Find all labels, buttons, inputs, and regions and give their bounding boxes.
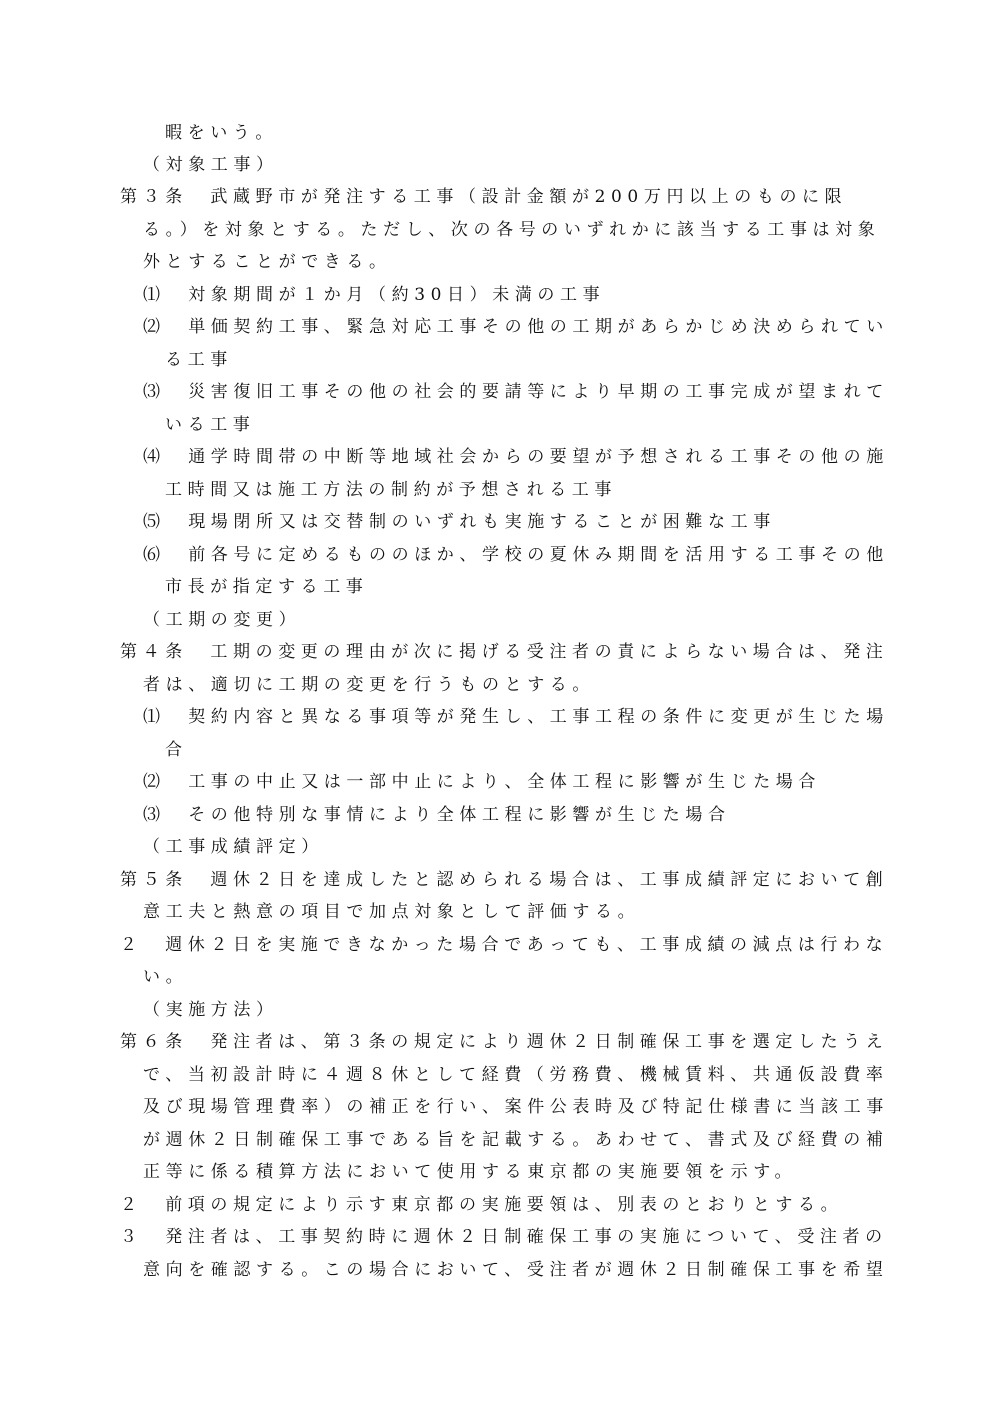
text-line: 暇をいう。: [165, 123, 278, 143]
section-heading: （対象工事）: [143, 155, 279, 175]
text-line: で、当初設計時に４週８休として経費（労務費、機械賃料、共通仮設費率: [143, 1065, 889, 1085]
list-item: ⑵ 工事の中止又は一部中止により、全体工程に影響が生じた場合: [143, 772, 821, 792]
text-line: い。: [143, 967, 189, 987]
text-line: が週休２日制確保工事である旨を記載する。あわせて、書式及び経費の補: [143, 1130, 889, 1150]
section-heading: （工期の変更）: [143, 610, 302, 630]
text-line: 市長が指定する工事: [165, 577, 369, 597]
article-4-line: 第４条 工期の変更の理由が次に掲げる受注者の責によらない場合は、発注: [120, 642, 889, 662]
list-item: ⑶ 災害復旧工事その他の社会的要請等により早期の工事完成が望まれて: [143, 382, 889, 402]
list-item: ⑷ 通学時間帯の中断等地域社会からの要望が予想される工事その他の施: [143, 447, 889, 467]
text-line: いる工事: [165, 415, 256, 435]
paragraph-line: ２ 前項の規定により示す東京都の実施要領は、別表のとおりとする。: [120, 1195, 844, 1215]
article-5-line: 第５条 週休２日を達成したと認められる場合は、工事成績評定において創: [120, 870, 889, 890]
text-line: る工事: [165, 350, 233, 370]
section-heading: （工事成績評定）: [143, 837, 324, 857]
section-heading: （実施方法）: [143, 1000, 279, 1020]
text-line: 工時間又は施工方法の制約が予想される工事: [165, 480, 617, 500]
text-line: 意工夫と熱意の項目で加点対象として評価する。: [143, 902, 641, 922]
list-item: ⑴ 対象期間が１か月（約30日）未満の工事: [143, 285, 606, 305]
text-line: 正等に係る積算方法において使用する東京都の実施要領を示す。: [143, 1162, 798, 1182]
list-item: ⑸ 現場閉所又は交替制のいずれも実施することが困難な工事: [143, 512, 776, 532]
list-item: ⑵ 単価契約工事、緊急対応工事その他の工期があらかじめ決められてい: [143, 317, 889, 337]
list-item: ⑶ その他特別な事情により全体工程に影響が生じた場合: [143, 805, 731, 825]
text-line: 者は、適切に工期の変更を行うものとする。: [143, 675, 595, 695]
text-line: 意向を確認する。この場合において、受注者が週休２日制確保工事を希望: [143, 1260, 889, 1280]
text-line: 合: [165, 740, 188, 760]
paragraph-line: ３ 発注者は、工事契約時に週休２日制確保工事の実施について、受注者の: [120, 1227, 888, 1247]
paragraph-line: ２ 週休２日を実施できなかった場合であっても、工事成績の減点は行わな: [120, 935, 889, 955]
article-6-line: 第６条 発注者は、第３条の規定により週休２日制確保工事を選定したうえ: [120, 1032, 889, 1052]
text-line: 及び現場管理費率）の補正を行い、案件公表時及び特記仕様書に当該工事: [143, 1097, 889, 1117]
text-line: る。）を対象とする。ただし、次の各号のいずれかに該当する工事は対象: [143, 220, 881, 240]
list-item: ⑴ 契約内容と異なる事項等が発生し、工事工程の条件に変更が生じた場: [143, 707, 889, 727]
text-line: 外とすることができる。: [143, 252, 392, 272]
list-item: ⑹ 前各号に定めるもののほか、学校の夏休み期間を活用する工事その他: [143, 545, 889, 565]
article-3-line: 第３条 武蔵野市が発注する工事（設計金額が200万円以上のものに限: [120, 187, 848, 207]
